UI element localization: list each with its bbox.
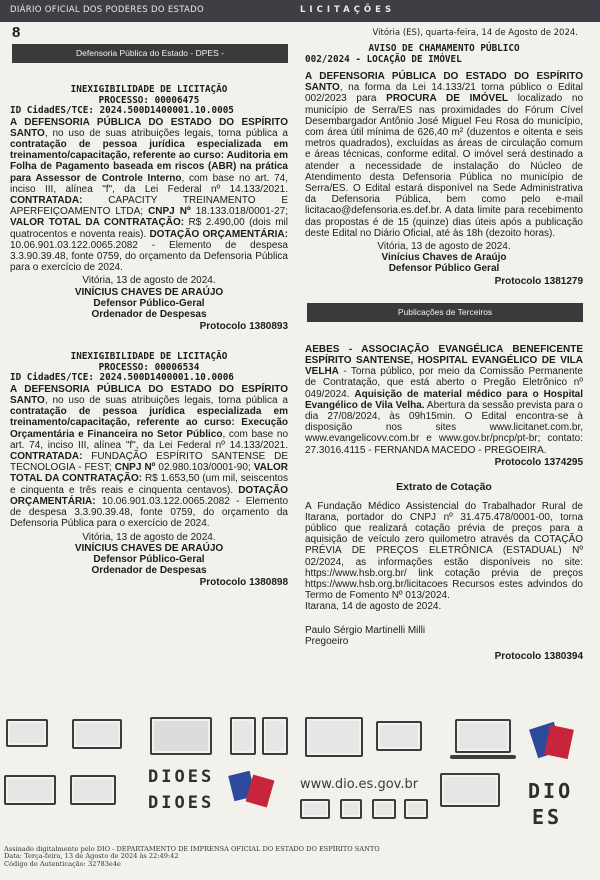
phone-icon (262, 717, 288, 755)
protocol-number: Protocolo 1380898 (199, 577, 288, 589)
section-bar-terceiros: Publicações de Terceiros (307, 303, 583, 322)
dioes-brand-text-2: DIOES (148, 793, 215, 813)
es-logo-text: ES (532, 805, 563, 829)
notice-process: PROCESSO: 00006475 (98, 94, 200, 106)
notice-aviso-chamamento (305, 44, 583, 287)
signer-role: Defensor Público-Geral (93, 553, 205, 565)
signature-place: Vitória, 13 de agosto de 2024. (377, 241, 511, 253)
tablet-icon (230, 717, 256, 755)
notice-inexigibilidade-1 (10, 85, 288, 332)
signer-role: Defensor Público Geral (388, 263, 500, 275)
monitor-icon (455, 719, 511, 753)
document-icon (376, 721, 422, 751)
right-column (305, 44, 583, 662)
signature-line-3: Código de Autenticação: 32783e4e (4, 859, 121, 868)
digital-signature (4, 846, 380, 868)
notice-body: A DEFENSORIA PÚBLICA DO ESTADO DO ESPÍRITO SANTO, no uso de suas atribuições legais, torna pública a contratação de pessoa jurídica especializada em treinamento/capacitação, referente ao curso: Execução Orçamentária e Financeira no Setor Público, com base no art. 74, inciso III, alínea "f", da Lei Federal nº 14.133/2021. CONTRATADA: FUNDAÇÃO ESPÍRITO SANTENSE DE TECNOLOGIA - FEST; CNPJ Nº 02.980.103/0001-90; VALOR TOTAL DA CONTRATAÇÃO: R$ 1.653,50 (um mil, seiscentos e cinquenta e três reais e cinquenta centavos). DOTAÇÃO ORÇAMENTÁRIA: 10.06.901.03.122.0065.2082 - Elemento de despesa 3.3.90.39.48, fonte 0759, do orçamento da Defensoria Pública para o exercício de 2024. (10, 383, 289, 530)
monitor-icon (72, 719, 122, 749)
section-name: LICITAÇÕES (300, 5, 396, 15)
laptop-base (450, 755, 516, 759)
signature-line-1: Assinado digitalmente pelo DIO - DEPARTAMENTO DE IMPRENSA OFICIAL DO ESTADO DO ESPÍRITO SANTO (4, 845, 380, 853)
notice-title: AVISO DE CHAMAMENTO PÚBLICO (368, 43, 520, 54)
phone-icon (372, 799, 396, 819)
brand-shape-icon (225, 765, 285, 815)
notice-inexigibilidade-2 (10, 352, 288, 588)
signature-place: Itarana, 14 de agosto de 2024. (305, 601, 442, 613)
newspaper-icon (4, 775, 56, 805)
protocol-number: Protocolo 1381279 (494, 275, 583, 287)
left-column (10, 44, 288, 589)
section-bar-dpes: Defensoria Pública do Estado - DPES - (12, 44, 288, 63)
signature-block (10, 275, 288, 320)
signer-name: VINÍCIUS CHAVES DE ARAÚJO (74, 542, 224, 554)
protocol-number: Protocolo 1374295 (494, 456, 583, 468)
notice-title: INEXIGIBILIDADE DE LICITAÇÃO (70, 351, 228, 363)
page-date: Vitória (ES), quarta-feira, 14 de Agosto de 2024. (372, 28, 578, 38)
signer-role: Pregoeiro (305, 635, 349, 647)
notice-title: Extrato de Cotação (396, 481, 492, 494)
signature-place: Vitória, 13 de agosto de 2024. (82, 275, 216, 287)
notice-id: ID CidadES/TCE: 2024.500D1400001.10.0005 (10, 105, 234, 116)
notice-body: A DEFENSORIA PÚBLICA DO ESTADO DO ESPÍRITO SANTO, na forma da Lei 14.133/21 torna público o Edital 002/2023 para PROCURA DE IMÓVEL localizado no município de Serra/ES nas proximidades do Fórum Cível Desembargador Antônio José Miguel Feu Rosa do município, com área útil mínima de 626,40 m² (duzentos e oitenta e seis metros quadrados), excluídas as áreas de circulação comum e áreas técnicas, conforme edital. O imóvel será destinado a atender a necessidade de instalação do Núcleo de Atendimento desta Defensoria Pública no município de Serra/ES. O Edital estará disponível na Sede Administrativa da Defensoria Pública, bem como pelo e-mail licitacao@defensoria.es.def.br. A data limite para recebimento das propostas é de 15 (quinze) dias úteis após a publicação deste Edital no Diário Oficial, até às 18h (dezoito horas). (305, 71, 584, 239)
notice-title: INEXIGIBILIDADE DE LICITAÇÃO (70, 84, 228, 95)
monitor-icon (440, 773, 500, 807)
top-bar (0, 0, 600, 22)
video-screen-icon (150, 717, 212, 755)
notice-extrato-cotacao (305, 482, 583, 662)
protocol-number: Protocolo 1380394 (494, 651, 583, 663)
signer-name: Vinícius Chaves de Araújo (381, 252, 507, 264)
laptop-icon (300, 799, 330, 819)
signature-line-2: Data: Terça-feira, 13 de Agosto de 2024 às 22:49:42 (4, 852, 179, 861)
notice-id: ID CidadES/TCE: 2024.500D1400001.10.0006 (10, 372, 234, 384)
dio-url-link[interactable]: www.dio.es.gov.br (300, 777, 419, 792)
dio-logo-text: DIO (528, 779, 574, 803)
brand-shape-icon (525, 715, 581, 763)
signer-role-2: Ordenador de Despesas (91, 565, 207, 577)
signer-role-2: Ordenador de Despesas (91, 308, 207, 320)
signature-block (10, 532, 288, 577)
signature-place: Vitória, 13 de agosto de 2024. (82, 531, 216, 543)
notice-process: PROCESSO: 00006534 (98, 361, 200, 373)
signer-role: Defensor Público-Geral (93, 297, 205, 309)
newspaper-icon (6, 719, 48, 747)
notice-body: A DEFENSORIA PÚBLICA DO ESTADO DO ESPÍRITO SANTO, no uso de suas atribuições legais, torna pública a contratação de pessoa jurídica especializada em treinamento/capacitação, referente ao curso: Auditoria em Folha de Pagamento baseada em riscos (ABR) na prática para Assessor de Controle Interno, com base no art. 74, inciso III, alínea "f", da Lei Federal nº 14.133/2021. CONTRATADA: CAPACITY TREINAMENTO E APERFEIÇOAMENTO LTDA; CNPJ Nº 18.133.018/0001-27; VALOR TOTAL DA CONTRATAÇÃO: R$ 2.490,00 (dois mil quatrocentos e noventa reais). DOTAÇÃO ORÇAMENTÁRIA: 10.06.901.03.122.0065.2082 - Elemento de despesa 3.3.90.39.48, fonte 0759, do orçamento da Defensoria Pública para o exercício de 2024. (10, 116, 288, 274)
gazette-name: DIÁRIO OFICIAL DOS PODERES DO ESTADO (10, 5, 204, 15)
notice-subtitle: 002/2024 - LOCAÇÃO DE IMÓVEL (305, 53, 462, 65)
notice-body: A Fundação Médico Assistencial do Trabalhador Rural de Itarana, portador do CNPJ nº 31.475.478/0001-00, torna público que realizará cotação prévia de preços para a aquisição de veículo zero quilometro através da COTAÇÃO PRÉVIA DE PREÇOS ELETRÔNICA (ESTADUAL) Nº 02/2024, as informações estão disponíveis no site: https://www.hsb.org.br/ link cotação prévia de preços https://www.hsb.org.br/licitacoes Recursos estes advindos do Termo de Fomento Nº 013/2024. (305, 500, 583, 602)
notice-aebes (305, 344, 583, 468)
protocol-number: Protocolo 1380893 (199, 321, 288, 333)
dioes-brand-text: DIOES (148, 767, 215, 787)
page-number: 8 (12, 24, 21, 41)
document-icon (404, 799, 428, 819)
monitor-icon (70, 775, 116, 805)
signer-name: Paulo Sérgio Martinelli Milli (305, 624, 426, 636)
notice-body: AEBES - ASSOCIAÇÃO EVANGÉLICA BENEFICENTE ESPÍRITO SANTENSE, HOSPITAL EVANGÉLICO DE VILA VELHA - Torna público, por meio da Comissão Permanente de Contratação, que está aberto o Pregão Eletrônico nº 049/2024. Aquisição de material médico para o Hospital Evangélico de Vila Velha. Abertura da sessão prevista para o dia 27/08/2024, às 09h15min. O Edital encontra-se à disposição nos sites www.licitanet.com.br, www.evangelicovv.com.br e www.gov.br/pncp/pt-br; contato: 27.3016.4115 - FERNANDA MACEDO - PREGOEIRA. (305, 343, 584, 456)
footer-banner (0, 715, 600, 845)
signer-name: VINÍCIUS CHAVES DE ARAÚJO (74, 286, 224, 298)
laptop-icon (305, 717, 363, 757)
monitor-icon (340, 799, 362, 819)
signature-block (305, 241, 583, 275)
